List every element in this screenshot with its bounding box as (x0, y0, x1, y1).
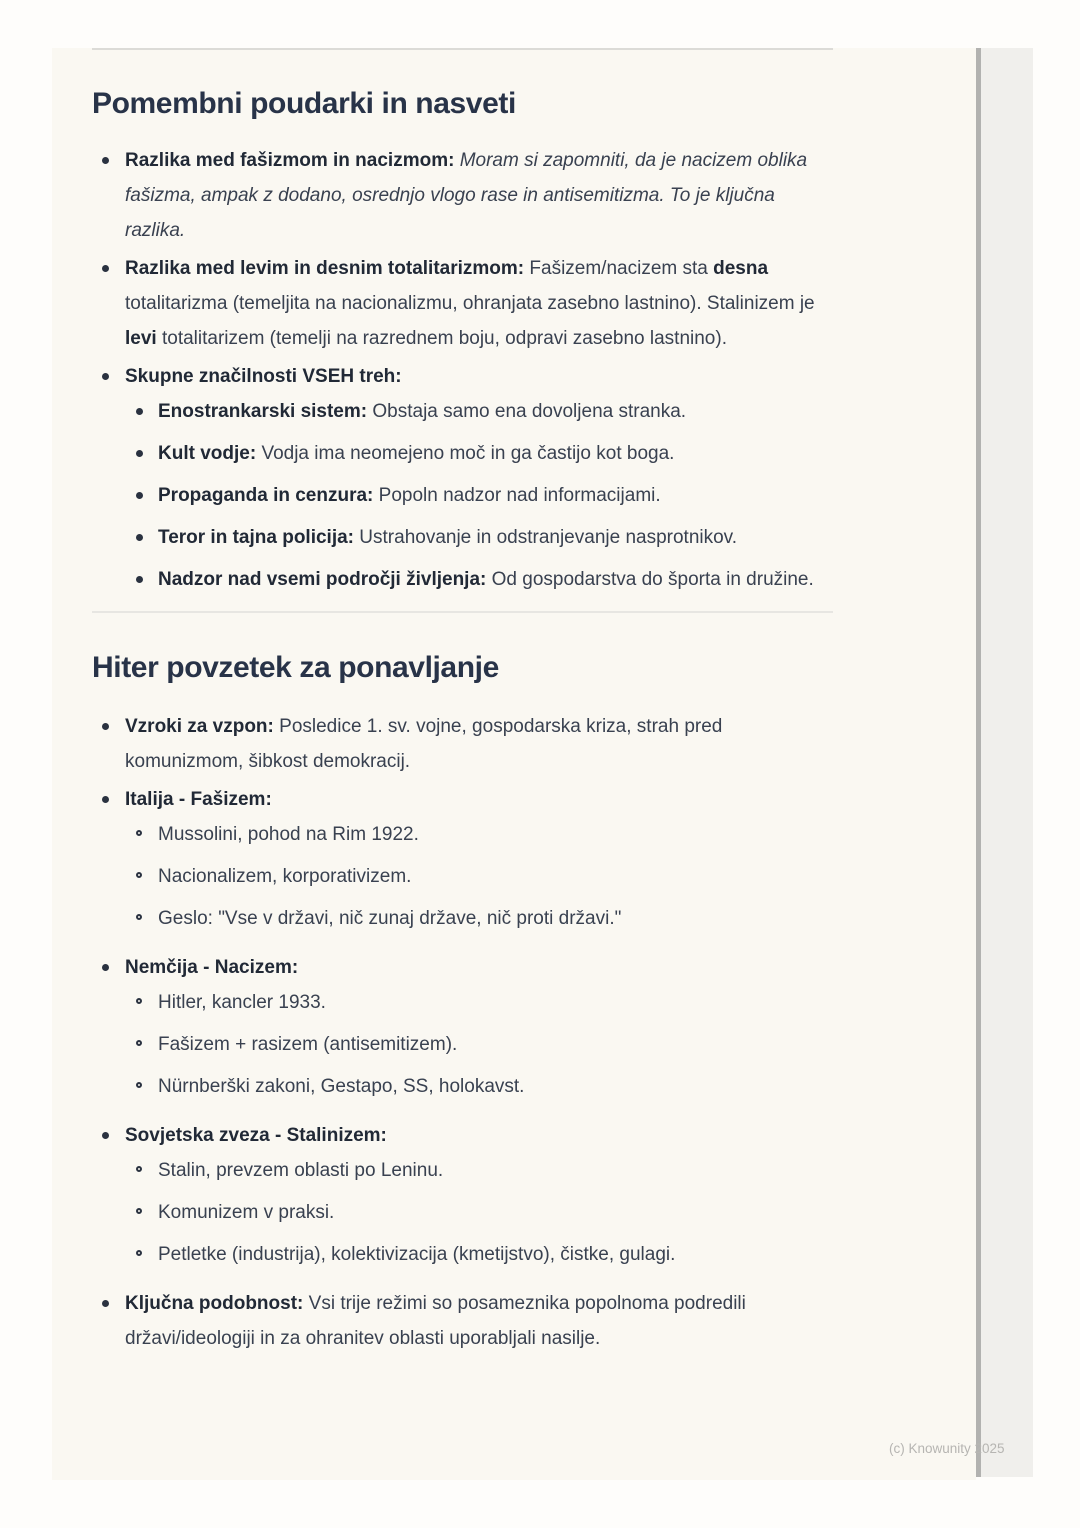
scrollbar[interactable] (976, 48, 981, 1477)
section-divider (92, 611, 833, 613)
text-segment: Fašizem/nacizem sta (529, 258, 714, 279)
circle-bullet-icon (136, 1166, 142, 1172)
text-segment: Od gospodarstva do športa in družine. (491, 569, 814, 590)
bullet-list-highlights (92, 143, 832, 597)
text-segment: Hitler, kancler 1933. (158, 992, 326, 1013)
text-segment: totalitarizem (temelji na razrednem boju, odpravi zasebno lastnino). (156, 328, 727, 349)
text-segment: Vzroki za vzpon: (125, 716, 280, 737)
list-item-text (158, 866, 411, 887)
section-summary (92, 649, 832, 1356)
list-item (125, 394, 822, 429)
sub-list (125, 1153, 822, 1272)
list-item-text (158, 527, 737, 548)
list-item (92, 251, 822, 356)
list-item-text (125, 1293, 746, 1349)
list-item (125, 1195, 822, 1230)
list-item-text (125, 258, 815, 349)
circle-bullet-icon (136, 914, 142, 920)
list-item (92, 143, 822, 248)
circle-bullet-icon (136, 830, 142, 836)
list-item-text (125, 1125, 387, 1146)
text-segment: Teror in tajna policija: (158, 527, 360, 548)
text-segment: Enostrankarski sistem: (158, 401, 373, 422)
list-item-text (158, 1244, 675, 1265)
section-title-highlights: Pomembni poudarki in nasveti (92, 87, 516, 120)
list-item-text (125, 366, 402, 387)
list-item (92, 359, 822, 597)
list-item-text (125, 789, 272, 810)
list-item (125, 562, 822, 597)
circle-bullet-icon (136, 1250, 142, 1256)
bullet-list-summary (92, 709, 832, 1356)
text-segment: Ključna podobnost: (125, 1293, 309, 1314)
list-item (125, 1027, 822, 1062)
list-item-text (158, 1160, 443, 1181)
list-item-text (158, 1034, 457, 1055)
document-page (52, 48, 976, 1480)
list-item (125, 520, 822, 555)
list-item-text (158, 569, 814, 590)
text-segment: Nürnberški zakoni, Gestapo, SS, holokavst. (158, 1076, 525, 1097)
text-segment: Mussolini, pohod na Rim 1922. (158, 824, 419, 845)
disc-bullet-icon (136, 450, 143, 457)
list-item (125, 817, 822, 852)
list-item (92, 1286, 822, 1356)
text-segment: Fašizem + rasizem (antisemitizem). (158, 1034, 458, 1055)
disc-bullet-icon (136, 492, 143, 499)
text-segment: Stalin, prevzem oblasti po Leninu. (158, 1160, 444, 1181)
circle-bullet-icon (136, 1040, 142, 1046)
text-segment: Moram si zapomniti, da je nacizem oblika fašizma, ampak z dodano, osrednjo vlogo rase in antisemitizma. To je ključna razlika. (125, 150, 808, 241)
list-item (125, 1237, 822, 1272)
disc-bullet-icon (136, 534, 143, 541)
disc-bullet-icon (102, 796, 109, 803)
text-segment: Nemčija - Nacizem: (125, 957, 299, 978)
text-segment: Razlika med levim in desnim totalitarizmom: (125, 258, 530, 279)
text-segment: levi (125, 328, 157, 349)
disc-bullet-icon (102, 373, 109, 380)
text-segment: Petletke (industrija), kolektivizacija (kmetijstvo), čistke, gulagi. (158, 1244, 676, 1265)
section-highlights (92, 85, 832, 597)
circle-bullet-icon (136, 1082, 142, 1088)
circle-bullet-icon (136, 1208, 142, 1214)
list-item (92, 709, 822, 779)
text-segment: Skupne značilnosti VSEH treh: (125, 366, 402, 387)
text-segment: Vodja ima neomejeno moč in ga častijo kot boga. (261, 443, 675, 464)
text-segment: Italija - Fašizem: (125, 789, 272, 810)
text-segment: Posledice 1. sv. vojne, gospodarska kriza, strah pred komunizmom, šibkost demokracij. (125, 716, 723, 772)
text-segment: Ustrahovanje in odstranjevanje nasprotnikov. (359, 527, 738, 548)
text-segment: Popoln nadzor nad informacijami. (378, 485, 661, 506)
disc-bullet-icon (102, 1132, 109, 1139)
page-top-divider (92, 48, 833, 50)
text-segment: Nadzor nad vsemi področji življenja: (158, 569, 492, 590)
text-segment: Komunizem v praksi. (158, 1202, 335, 1223)
list-item (92, 782, 822, 936)
circle-bullet-icon (136, 998, 142, 1004)
disc-bullet-icon (102, 1300, 109, 1307)
section-title-summary: Hiter povzetek za ponavljanje (92, 651, 499, 684)
text-segment: desna (713, 258, 769, 279)
list-item (125, 478, 822, 513)
list-item-text (125, 150, 807, 241)
list-item-text (158, 401, 686, 422)
list-item (92, 1118, 822, 1272)
list-item (125, 901, 822, 936)
disc-bullet-icon (136, 408, 143, 415)
sub-list (125, 817, 822, 936)
sub-list (125, 985, 822, 1104)
disc-bullet-icon (136, 576, 143, 583)
list-item-text (125, 716, 722, 772)
list-item-text (158, 485, 661, 506)
disc-bullet-icon (102, 723, 109, 730)
text-segment: totalitarizma (temeljita na nacionalizmu, ohranjata zasebno lastnino). Stalinizem je (125, 293, 815, 314)
sub-list (125, 394, 822, 597)
disc-bullet-icon (102, 964, 109, 971)
list-item (92, 950, 822, 1104)
list-item-text (158, 908, 621, 929)
side-panel (981, 48, 1033, 1477)
watermark: (c) Knowunity 2025 (889, 1441, 1005, 1456)
text-segment: Vsi trije režimi so posameznika popolnoma podredili državi/ideologiji in za ohranitev oblasti uporabljali nasilje. (125, 1293, 746, 1349)
text-segment: Obstaja samo ena dovoljena stranka. (372, 401, 687, 422)
list-item (125, 1153, 822, 1188)
list-item-text (158, 443, 674, 464)
text-segment: Nacionalizem, korporativizem. (158, 866, 412, 887)
text-segment: Propaganda in cenzura: (158, 485, 379, 506)
disc-bullet-icon (102, 265, 109, 272)
disc-bullet-icon (102, 157, 109, 164)
text-segment: Geslo: "Vse v državi, nič zunaj države, nič proti državi." (158, 908, 622, 929)
list-item (125, 436, 822, 471)
list-item-text (158, 1202, 334, 1223)
text-segment: Razlika med fašizmom in nacizmom: (125, 150, 460, 171)
list-item (125, 985, 822, 1020)
list-item (125, 859, 822, 894)
list-item-text (158, 824, 419, 845)
text-segment: Kult vodje: (158, 443, 262, 464)
list-item-text (125, 957, 298, 978)
list-item-text (158, 992, 326, 1013)
circle-bullet-icon (136, 872, 142, 878)
text-segment: Sovjetska zveza - Stalinizem: (125, 1125, 387, 1146)
list-item-text (158, 1076, 524, 1097)
list-item (125, 1069, 822, 1104)
